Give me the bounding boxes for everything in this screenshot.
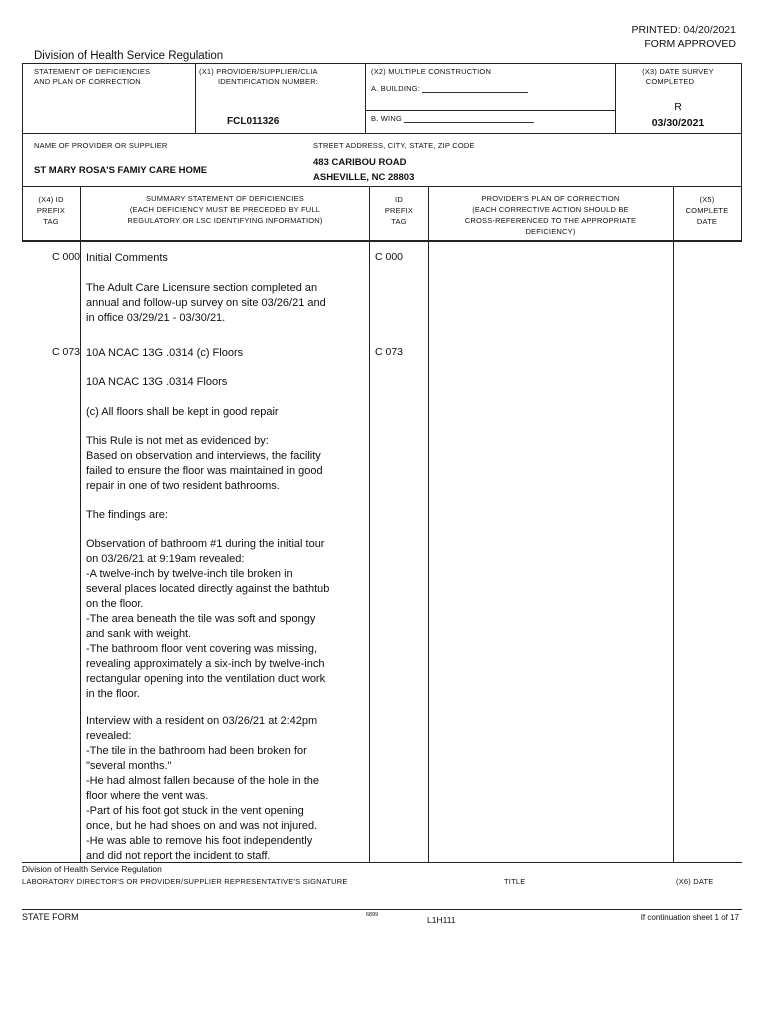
address-line-2: ASHEVILLE, NC 28803 (313, 172, 415, 183)
col-divider-3 (428, 242, 429, 862)
c073-findings: The findings are: (86, 509, 168, 521)
plan-header-3: CROSS-REFERENCED TO THE APPROPRIATE (464, 216, 637, 225)
x3-r: R (674, 101, 682, 113)
building-field (371, 84, 528, 93)
provider-name-label: NAME OF PROVIDER OR SUPPLIER (34, 141, 168, 150)
x6-date-label: (X6) DATE (676, 877, 714, 886)
x4-header-3: TAG (43, 217, 59, 226)
plan-header-2: (EACH CORRECTIVE ACTION SHOULD BE (472, 205, 629, 214)
address-label: STREET ADDRESS, CITY, STATE, ZIP CODE (313, 141, 475, 150)
form-right-border (741, 63, 742, 240)
id-header-2: PREFIX (384, 206, 414, 215)
plan-header (428, 193, 673, 237)
col-divider-2 (369, 242, 370, 862)
c073-tag-right: C 073 (375, 346, 404, 358)
c073-rule: (c) All floors shall be kept in good repair (86, 406, 279, 418)
col-divider-1-head (80, 186, 81, 240)
summary-header-1: SUMMARY STATEMENT OF DEFICIENCIES (145, 194, 304, 203)
plan-header-4: DEFICIENCY) (525, 227, 576, 236)
division-title: Division of Health Service Regulation (34, 50, 224, 62)
statement-label-1: STATEMENT OF DEFICIENCIES (34, 67, 151, 76)
divider-x2 (365, 63, 366, 133)
address-line-1: 483 CARIBOU ROAD (313, 157, 407, 168)
x4-header-2: PREFIX (36, 206, 66, 215)
col-divider-4-head (673, 186, 674, 240)
building-label: A. BUILDING: (371, 84, 421, 93)
col-divider-4 (673, 242, 674, 862)
footer-division: Division of Health Service Regulation (22, 864, 162, 874)
divider-column-headers (22, 240, 742, 242)
c073-evidence: This Rule is not met as evidenced by: Based on observation and interviews, the facility failed to ensure the floor was maintained in good repair in one of two resident bathrooms. (86, 435, 323, 492)
divider-top-section (22, 133, 742, 134)
divider-x1 (195, 63, 196, 133)
plan-header-1: PROVIDER'S PLAN OF CORRECTION (481, 194, 620, 203)
wing-label: B. WING (371, 114, 402, 123)
survey-completed-date: 03/30/2021 (651, 117, 705, 129)
col-divider-2-head (369, 186, 370, 240)
c073-title: 10A NCAC 13G .0314 (c) Floors (86, 347, 244, 359)
form-code: 6899 (366, 912, 379, 918)
c000-tag-right: C 000 (375, 251, 404, 263)
c073-tag-left: C 073 (52, 346, 81, 358)
col-divider-1 (80, 242, 81, 862)
c073-subtitle: 10A NCAC 13G .0314 Floors (86, 376, 228, 388)
divider-provider (22, 186, 742, 187)
c000-tag-left: C 000 (52, 251, 81, 263)
x1-label-2: IDENTIFICATION NUMBER: (218, 77, 319, 86)
building-blank (422, 84, 528, 93)
id-header-3: TAG (391, 217, 407, 226)
summary-header-3: REGULATORY OR LSC IDENTIFYING INFORMATION) (127, 216, 323, 225)
c000-title: Initial Comments (86, 252, 168, 264)
c000-text: The Adult Care Licensure section completed an annual and follow-up survey on site 03/26/21 and in office 03/29/21 - 03/30/21. (86, 282, 326, 324)
x3-label-1: (X3) DATE SURVEY (642, 67, 714, 76)
x5-header-3: DATE (696, 217, 718, 226)
form-top-border (22, 63, 742, 64)
c073-observation: Observation of bathroom #1 during the initial tour on 03/26/21 at 9:19am revealed: -A twelve-inch by twelve-inch tile broken in several places located directly against the bathtub on the floor. -The area beneath the tile was soft and spongy and sank with weight. -The bathroom floor vent covering was missing, revealing approximately a six-inch by twelve-inch rectangular opening into the ventilation duct work in the floor. (86, 538, 330, 700)
x5-header (673, 194, 741, 227)
col-divider-3-head (428, 186, 429, 240)
summary-header-2: (EACH DEFICIENCY MUST BE PRECEDED BY FULL (129, 205, 321, 214)
x4-header-1: (X4) ID (38, 195, 64, 204)
form-id: L1H111 (427, 915, 456, 925)
c073-interview: Interview with a resident on 03/26/21 at 2:42pm revealed: -The tile in the bathroom had been broken for "several months." -He had almost fallen because of the hole in the floor where the vent was. -Part of his foot got stuck in the vent opening once, but he had shoes on and was not injured. -He was able to remove his foot independently and did not report the incident to staff. (86, 715, 319, 862)
printed-date: PRINTED: 04/20/2021 (631, 24, 736, 36)
title-label: TITLE (504, 877, 526, 886)
state-form-label: STATE FORM (22, 912, 79, 922)
x5-header-2: COMPLETE (685, 206, 729, 215)
x5-header-1: (X5) (699, 195, 715, 204)
x1-label-1: (X1) PROVIDER/SUPPLIER/CLIA (199, 67, 318, 76)
divider-x2-inner (365, 110, 615, 111)
continuation-sheet: If continuation sheet 1 of 17 (640, 913, 739, 922)
provider-name: ST MARY ROSA'S FAMIY CARE HOME (34, 165, 208, 176)
statement-label-2: AND PLAN OF CORRECTION (34, 77, 141, 86)
x2-label: (X2) MULTIPLE CONSTRUCTION (371, 67, 492, 76)
x4-header (22, 194, 80, 227)
wing-blank (404, 114, 534, 123)
form-approved: FORM APPROVED (644, 38, 736, 50)
signature-label: LABORATORY DIRECTOR'S OR PROVIDER/SUPPLIER REPRESENTATIVE'S SIGNATURE (22, 877, 348, 886)
id-header-1: ID (395, 195, 403, 204)
x3-label-2: COMPLETED (645, 77, 695, 86)
summary-header (80, 193, 370, 226)
footer-divider (22, 909, 742, 910)
id-header (370, 194, 428, 227)
wing-field (371, 114, 534, 123)
provider-id-number: FCL011326 (227, 116, 280, 127)
